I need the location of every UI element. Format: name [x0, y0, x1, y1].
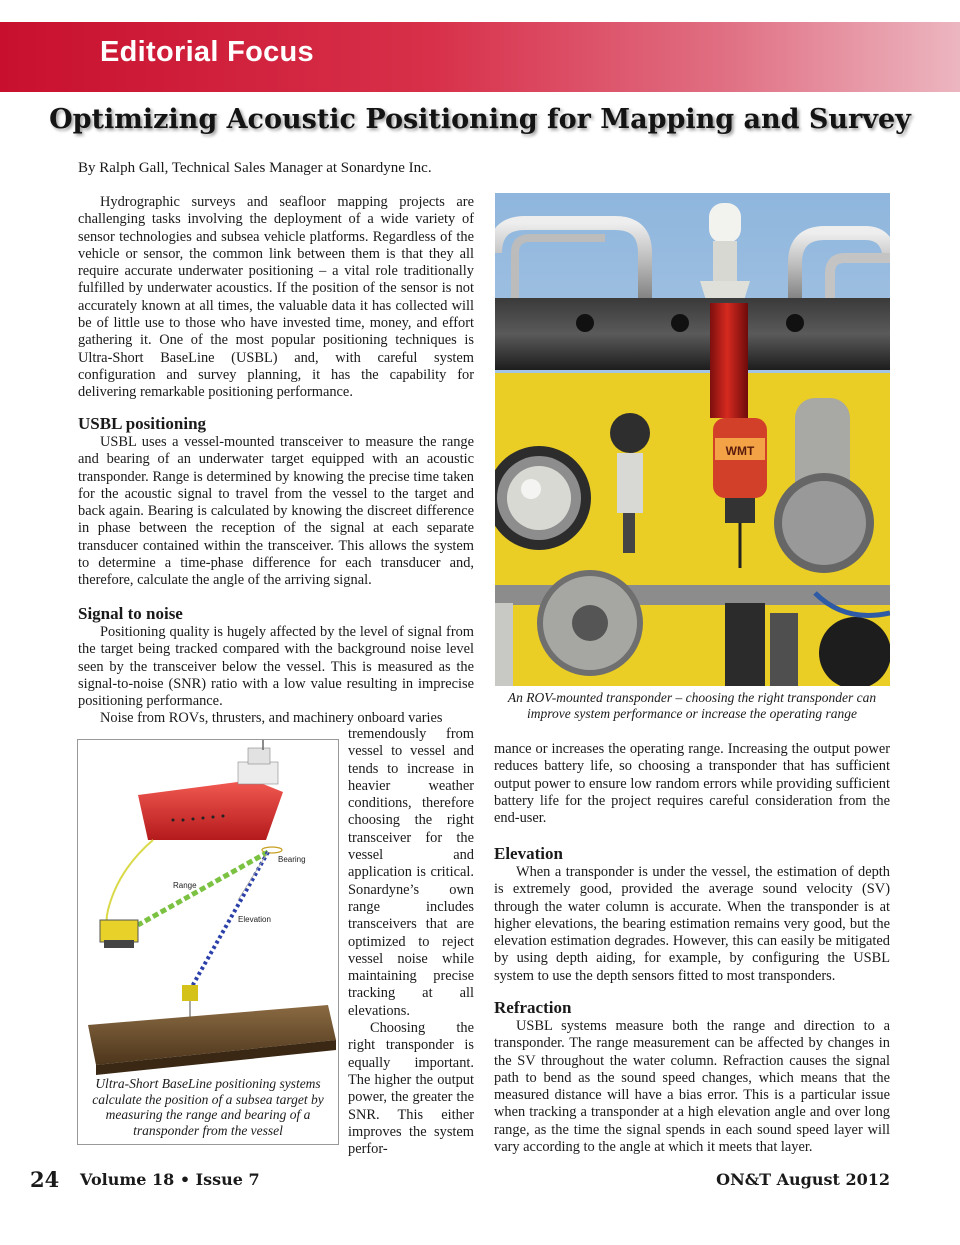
snr-narrow-column	[348, 726, 474, 1158]
snr-heading: Signal to noise	[78, 604, 183, 623]
figure-caption: Ultra-Short BaseLine positioning systems calculate the position of a subsea target by measuring the range and bearing of a transponder from the vessel	[92, 1076, 324, 1138]
rov-photo	[495, 193, 890, 686]
snr-paragraph-1: Positioning quality is hugely affected by the level of signal from the target being tracked compared with the background noise level seen by the transceiver below the vessel. This is measured as the signal-to-noise (SNR) ratio with a low value resulting in imprecise positioning performance.	[78, 624, 474, 710]
byline: By Ralph Gall, Technical Sales Manager at Sonardyne Inc.	[78, 160, 432, 176]
usbl-section	[78, 414, 474, 590]
publication-date: ON&T August 2012	[716, 1170, 890, 1189]
intro-block	[78, 194, 474, 402]
page-number: 24	[30, 1167, 60, 1192]
usbl-figure	[77, 739, 339, 1145]
usbl-diagram	[78, 740, 338, 1080]
refraction-paragraph: USBL systems measure both the range and direction to a transponder. The range measurement can be affected by changes in the SV throughout the water column. Refraction causes the signal path to bend as the sound speed changes, which means that the measured distance will have a bias error. This is a particular issue when tracking a transponder at a high elevation angle and over long range, as the time the signal spends in each sound speed layer will vary according to the angle at which it meets that layer.	[494, 1018, 890, 1156]
refraction-heading: Refraction	[494, 998, 572, 1017]
snr-paragraph-2: Noise from ROVs, thrusters, and machinery onboard varies	[100, 710, 443, 727]
bearing-label: Bearing	[278, 855, 306, 864]
refraction-section	[494, 998, 890, 1156]
usbl-heading: USBL positioning	[78, 414, 207, 433]
volume-issue: Volume 18 • Issue 7	[80, 1170, 260, 1189]
photo-caption: An ROV-mounted transponder – choosing the right transponder can improve system performance or increase the operating range	[507, 690, 877, 721]
elevation-section	[494, 844, 890, 985]
article-headline: Optimizing Acoustic Positioning for Mapping and Survey	[49, 104, 911, 135]
rov-vehicle	[100, 920, 138, 948]
elevation-label: Elevation	[238, 915, 271, 924]
snr-paragraph-3-cont: mance or increases the operating range. Increasing the output power reduces battery life, so choosing a transponder that has sufficient output power to ensure low random errors while providing sufficient battery life for the project requires careful consideration from the end-user.	[494, 741, 890, 827]
rov-photo-illustration	[495, 193, 890, 686]
snr-paragraph-3: Choosing the right transponder is equally important. The higher the output power, the greater the SNR. This either improves the system perfor-	[348, 1020, 474, 1158]
elevation-heading: Elevation	[494, 844, 563, 863]
transponder-marking: WMT	[725, 444, 755, 458]
range-label: Range	[173, 881, 197, 890]
snr-section	[78, 604, 474, 728]
intro-paragraph: Hydrographic surveys and seafloor mapping projects are challenging tasks involving the deployment of a wide variety of sensor technologies and subsea vehicle platforms. Regardless of the vehicle or sensor, the common link between them is that they all require accurate underwater positioning – a vital role traditionally fulfilled by underwater acoustics. If the position of the sensor is not accurately known at all times, the valuable data it has collected will be of little use to those who have invested time, money, and effort gathering it. One of the most popular positioning techniques is Ultra-Short BaseLine (USBL) and, with careful system configuration and survey planning, it has the capability for delivering remarkable positioning performance.	[78, 194, 474, 401]
snr-paragraph-2-cont: tremendously from vessel to vessel and tends to increase in heavier weather conditions, therefore choosing the right transceiver for the vessel and application is critical. Sonardyne’s own range includes transceivers that are optimized to reject vessel noise while maintaining precise tracking at all elevations.	[348, 726, 474, 1019]
usbl-paragraph: USBL uses a vessel-mounted transceiver to measure the range and bearing of an underwater target equipped with an acoustic transponder. Range is determined by knowing the precise time taken for the acoustic signal to travel from the vessel to the target and back again. Bearing is calculated by knowing the discreet difference in phase between the reception of the signal at each separate transducer contained within the transceiver. This allows the system to determine a time-phase difference for each transducer and, therefore, calculate the angle of the arriving signal.	[78, 434, 474, 589]
right-continuation	[494, 741, 890, 827]
section-title: Editorial Focus	[100, 36, 314, 68]
elevation-paragraph: When a transponder is under the vessel, the estimation of depth is extremely good, provided the average sound velocity (SV) through the water column is accurate. When the transponder is at higher elevations, the bearing estimation remains very good, but the elevation estimation degrades. However, this can easily be mitigated by using depth aiding, for example, by configuring the USBL system to use the depth sensors fitted to most transponders.	[494, 864, 890, 984]
section-banner	[0, 22, 960, 92]
